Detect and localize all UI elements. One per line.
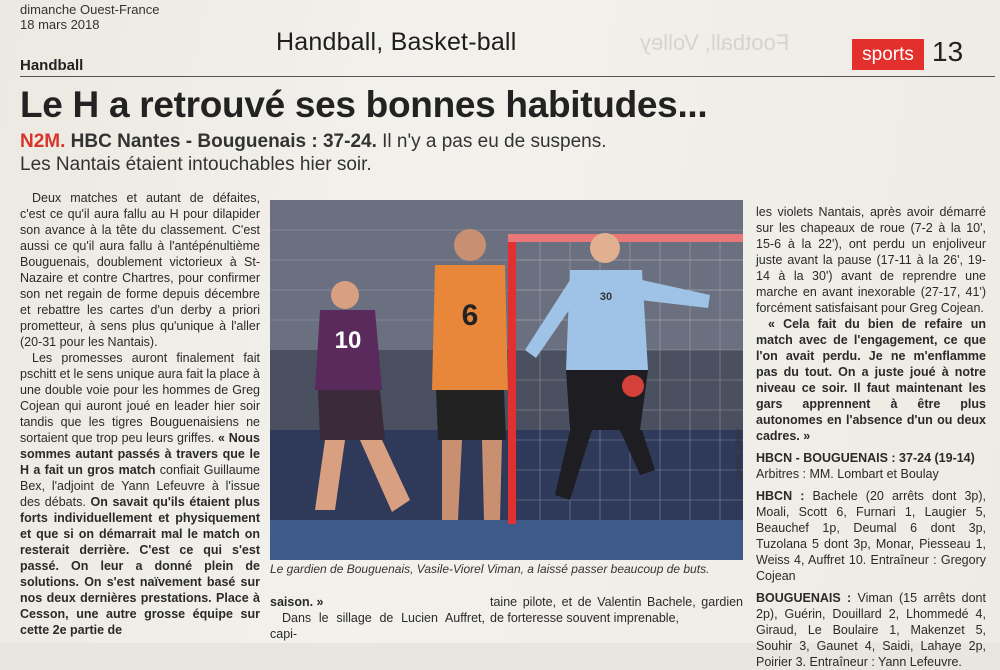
photo-illustration <box>270 200 743 560</box>
paragraph: taine pilote, et de Valentin Bachele, gardien de forteresse souvent imprenable, <box>490 595 743 625</box>
quote-bold: saison. » <box>270 595 324 609</box>
quote-bold: On savait qu'ils étaient plus forts individuellement et physiquement et que si on démarrait mal le match on resterait derrière. C'est ce qui s'est passé. On leur a donné plein de solutions. On s'est naïvement basé sur nos deux dernières prestations. Place à Cesson, une autre grosse équipe sur cette 2e partie de <box>20 495 260 637</box>
page-header-title: Handball, Basket-ball <box>276 28 517 56</box>
photo-caption: Le gardien de Bouguenais, Vasile-Viorel Viman, a laissé passer beaucoup de buts. <box>270 562 710 576</box>
newspaper-name: dimanche Ouest-France <box>20 2 160 17</box>
jersey-number-left: 10 <box>334 327 362 354</box>
column-2a <box>270 594 485 642</box>
deck-tag: N2M. <box>20 131 66 152</box>
column-1 <box>20 190 260 638</box>
lineup-text: Viman (15 arrêts dont 2p), Guérin, Douillard 2, Lhommedé 4, Giraud, Le Boulaire 1, Makenzet 5, Souhir 3, Gaunet 4, Saidi, Lahaye 2p, Poirier 3. Entraîneur : Yann Lefeuvre. <box>756 591 986 669</box>
sports-rubric-badge: sports <box>852 39 924 70</box>
deck-text: Il n'y a pas eu de suspens. Les Nantais étaient intouchables hier soir. <box>20 131 607 175</box>
quote-bold: « Nous sommes autant passés à travers que le H a fait un gros match <box>20 431 260 477</box>
deck-match: HBC Nantes - Bouguenais : 37-24. <box>65 131 377 152</box>
team-label: HBCN : <box>756 489 805 503</box>
team-label: BOUGUENAIS : <box>756 591 852 605</box>
bouguenais-lineup <box>756 590 986 670</box>
paragraph <box>20 350 260 638</box>
jersey-number-keeper: 30 <box>599 291 613 303</box>
header-rule <box>20 76 995 77</box>
referees: Arbitres : MM. Lombart et Boulay <box>756 467 939 481</box>
paragraph: Dans le sillage de Lucien Auffret, capi- <box>270 611 485 641</box>
masthead-date <box>20 2 159 32</box>
paragraph: Deux matches et autant de défaites, c'est ce qu'il aura fallu au H pour dilapider son avance à la tête du classement. C'est aussi ce qu'il aura fallu à l'antépénultième Bouguenais, doublement victorieux à St-Nazaire et contre Chartres, pour confirmer son net regain de forme depuis décembre et rebattre les cartes d'un derby a priori prometteur, à sens plus qu'unique à l'aller (20-31 pour les Nantais). <box>20 191 260 349</box>
paragraph-text: confiait Guillaume Bex, l'adjoint de Yann Lefeuvre à l'issue des débats. <box>20 463 260 509</box>
match-photo <box>270 200 743 560</box>
photo-credit: Ludovic Failler <box>734 428 743 480</box>
paragraph: les violets Nantais, après avoir démarré sur les chapeaux de roue (7-2 à la 10', 15-6 à la 22'), ont perdu un enjoliveur juste avant la pause (17-11 à la 26', 19-14 à la 30') avant de reprendre une marche en avant inexorable (27-17, 41') forcément satisfaisant pour Greg Cojean. <box>756 205 986 315</box>
article-deck <box>20 130 620 176</box>
jersey-number-mid: 6 <box>461 299 479 332</box>
paragraph-text: Les promesses auront finalement fait pschitt et le sens unique aura fait la place à une double voie pour les hommes de Greg Cojean qui auront joué en leader hier soir tandis que les tigres Bouguenaisiens ne sortaient que trop peu leurs griffes. <box>20 351 260 445</box>
issue-date: 18 mars 2018 <box>20 17 100 32</box>
column-2b <box>490 594 743 626</box>
headline: Le H a retrouvé ses bonnes habitudes... <box>20 84 708 125</box>
hbcn-lineup <box>756 488 986 584</box>
coach-quote: « Cela fait du bien de refaire un match avec de l'engagement, ce que l'on avait perdu. Je ne m'enflamme pas du tout. On a juste joué à notre niveau ce soir. Il faut maintenant les gars apprennent à être plus autonomes en l'absence d'un ou deux cadres. » <box>756 317 986 443</box>
section-label: Handball <box>20 57 84 74</box>
column-3 <box>756 204 986 670</box>
bleed-through-text: Football, Volley <box>640 30 790 55</box>
page-number: 13 <box>932 36 964 67</box>
result-title: HBCN - BOUGUENAIS : 37-24 (19-14) <box>756 451 975 465</box>
paragraph <box>270 594 485 610</box>
lineup-text: Bachele (20 arrêts dont 3p), Moali, Scott 6, Furnari 1, Laugier 5, Beauchef 1p, Deumal 6 dont 3p, Tuzolana 5 dont 3p, Monar, Piesseau 1, Weiss 4, Auffret 10. Entraîneur : Gregory Cojean <box>756 489 986 583</box>
